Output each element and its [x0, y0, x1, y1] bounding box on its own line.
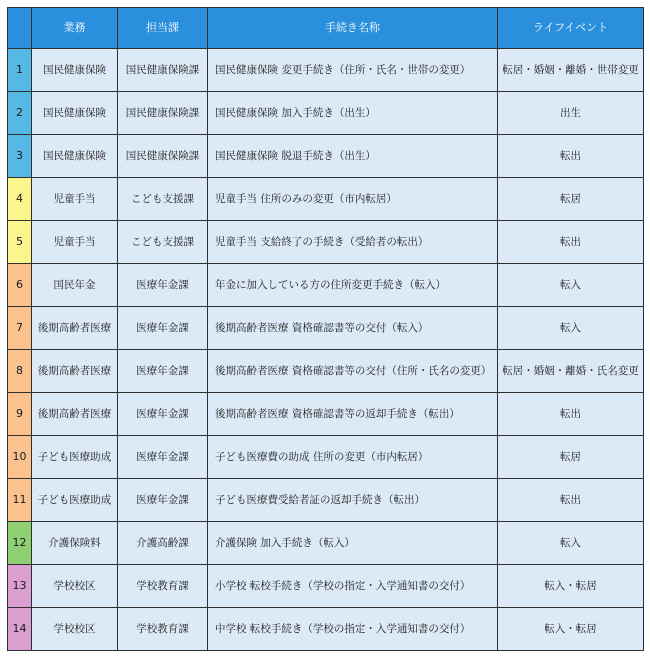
- table-row: [8, 264, 644, 307]
- life-event-cell: 出生: [498, 92, 644, 135]
- department-cell: こども支援課: [118, 221, 208, 264]
- department-cell: 介護高齢課: [118, 522, 208, 565]
- row-number: 8: [8, 350, 32, 393]
- row-number: 12: [8, 522, 32, 565]
- department-cell: 医療年金課: [118, 264, 208, 307]
- row-number: 2: [8, 92, 32, 135]
- life-event-cell: 転出: [498, 479, 644, 522]
- procedure-name-cell: 後期高齢者医療 資格確認書等の返却手続き（転出）: [208, 393, 498, 436]
- business-cell: 学校校区: [32, 565, 118, 608]
- department-cell: 医療年金課: [118, 307, 208, 350]
- table-row: [8, 350, 644, 393]
- procedure-name-cell: 国民健康保険 加入手続き（出生）: [208, 92, 498, 135]
- table-row: [8, 608, 644, 651]
- table-row: [8, 479, 644, 522]
- procedure-name-cell: 子ども医療費の助成 住所の変更（市内転居）: [208, 436, 498, 479]
- business-cell: 介護保険料: [32, 522, 118, 565]
- department-cell: 学校教育課: [118, 565, 208, 608]
- row-number: 11: [8, 479, 32, 522]
- header-no: [8, 8, 32, 49]
- life-event-cell: 転入: [498, 522, 644, 565]
- table-row: [8, 178, 644, 221]
- procedure-name-cell: 国民健康保険 変更手続き（住所・氏名・世帯の変更）: [208, 49, 498, 92]
- department-cell: 医療年金課: [118, 479, 208, 522]
- table-row: [8, 49, 644, 92]
- procedure-name-cell: 介護保険 加入手続き（転入）: [208, 522, 498, 565]
- department-cell: 国民健康保険課: [118, 49, 208, 92]
- life-event-cell: 転入・転居: [498, 565, 644, 608]
- procedure-name-cell: 年金に加入している方の住所変更手続き（転入）: [208, 264, 498, 307]
- business-cell: 国民年金: [32, 264, 118, 307]
- department-cell: 医療年金課: [118, 436, 208, 479]
- business-cell: 国民健康保険: [32, 49, 118, 92]
- department-cell: こども支援課: [118, 178, 208, 221]
- business-cell: 後期高齢者医療: [32, 393, 118, 436]
- header-department: 担当課: [118, 8, 208, 49]
- header-life-event: ライフイベント: [498, 8, 644, 49]
- business-cell: 子ども医療助成: [32, 479, 118, 522]
- table-row: [8, 92, 644, 135]
- procedure-name-cell: 国民健康保険 脱退手続き（出生）: [208, 135, 498, 178]
- table-row: [8, 307, 644, 350]
- life-event-cell: 転居・婚姻・離婚・氏名変更: [498, 350, 644, 393]
- department-cell: 国民健康保険課: [118, 135, 208, 178]
- row-number: 14: [8, 608, 32, 651]
- business-cell: 子ども医療助成: [32, 436, 118, 479]
- row-number: 9: [8, 393, 32, 436]
- business-cell: 国民健康保険: [32, 135, 118, 178]
- life-event-cell: 転居: [498, 436, 644, 479]
- row-number: 1: [8, 49, 32, 92]
- row-number: 5: [8, 221, 32, 264]
- life-event-cell: 転出: [498, 221, 644, 264]
- row-number: 4: [8, 178, 32, 221]
- procedure-name-cell: 小学校 転校手続き（学校の指定・入学通知書の交付）: [208, 565, 498, 608]
- header-procedure: 手続き名称: [208, 8, 498, 49]
- procedure-name-cell: 中学校 転校手続き（学校の指定・入学通知書の交付）: [208, 608, 498, 651]
- table-body: [8, 49, 644, 651]
- procedure-name-cell: 児童手当 支給終了の手続き（受給者の転出）: [208, 221, 498, 264]
- row-number: 3: [8, 135, 32, 178]
- business-cell: 児童手当: [32, 221, 118, 264]
- row-number: 10: [8, 436, 32, 479]
- row-number: 13: [8, 565, 32, 608]
- procedure-table: [7, 7, 644, 651]
- table-row: [8, 565, 644, 608]
- business-cell: 児童手当: [32, 178, 118, 221]
- header-business: 業務: [32, 8, 118, 49]
- table-row: [8, 436, 644, 479]
- life-event-cell: 転入: [498, 264, 644, 307]
- business-cell: 後期高齢者医療: [32, 307, 118, 350]
- life-event-cell: 転居: [498, 178, 644, 221]
- procedure-name-cell: 子ども医療費受給者証の返却手続き（転出）: [208, 479, 498, 522]
- business-cell: 学校校区: [32, 608, 118, 651]
- procedure-name-cell: 児童手当 住所のみの変更（市内転居）: [208, 178, 498, 221]
- department-cell: 医療年金課: [118, 393, 208, 436]
- department-cell: 医療年金課: [118, 350, 208, 393]
- table-row: [8, 393, 644, 436]
- life-event-cell: 転出: [498, 393, 644, 436]
- row-number: 7: [8, 307, 32, 350]
- procedure-name-cell: 後期高齢者医療 資格確認書等の交付（住所・氏名の変更）: [208, 350, 498, 393]
- business-cell: 国民健康保険: [32, 92, 118, 135]
- row-number: 6: [8, 264, 32, 307]
- department-cell: 学校教育課: [118, 608, 208, 651]
- life-event-cell: 転出: [498, 135, 644, 178]
- table-row: [8, 522, 644, 565]
- procedure-name-cell: 後期高齢者医療 資格確認書等の交付（転入）: [208, 307, 498, 350]
- table-row: [8, 221, 644, 264]
- life-event-cell: 転居・婚姻・離婚・世帯変更: [498, 49, 644, 92]
- life-event-cell: 転入: [498, 307, 644, 350]
- department-cell: 国民健康保険課: [118, 92, 208, 135]
- table-row: [8, 135, 644, 178]
- header-row: [8, 8, 644, 49]
- life-event-cell: 転入・転居: [498, 608, 644, 651]
- business-cell: 後期高齢者医療: [32, 350, 118, 393]
